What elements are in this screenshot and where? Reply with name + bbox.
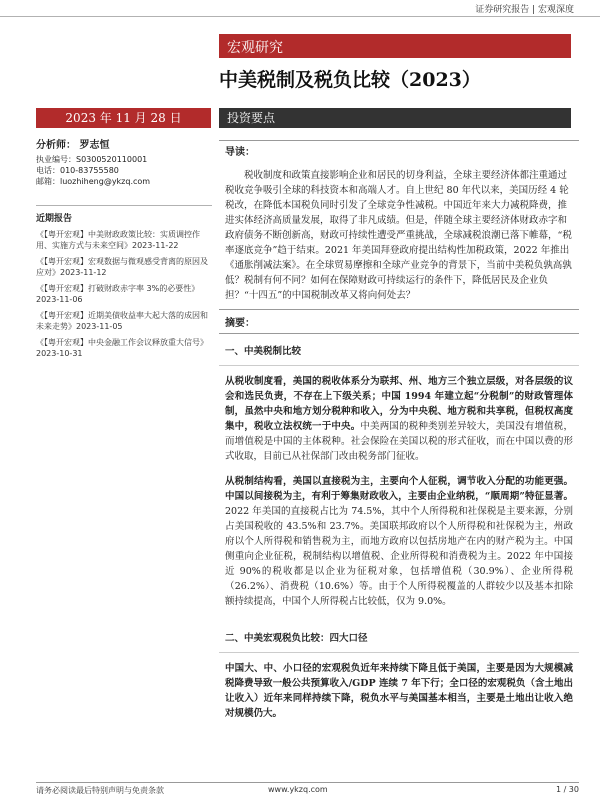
paragraph xyxy=(219,374,579,464)
header-rule xyxy=(0,16,600,17)
footer-rule xyxy=(36,782,579,783)
recent-reports-title: 近期报告 xyxy=(36,214,73,224)
paragraph-bold: 从税制结构看，美国以直接税为主，主要向个人征税，调节收入分配的功能更强。中国以间接税为主，有利于筹集财政收入，主要由企业纳税，“顺周期”特征显著。 xyxy=(225,476,573,502)
abstract-title: 摘要： xyxy=(219,312,579,334)
paragraph-bold: 从税收制度看，美国的税收体系分为联邦、州、地方三个独立层级，对各层级的议会和选民负责，不存在上下级关系；中国 1994 年建立起“分税制”的财政管理体制，虽然中央和地方划分税种和收入，分为中央税、地方税和共享税，但税权高度集中，税收立法权统一于中央。 xyxy=(225,376,573,432)
recent-report-text: 《【粤开宏观】中美财政政策比较：实质调控作用、实施方式与未来空间》 xyxy=(36,230,200,250)
guide-title: 导读： xyxy=(225,147,255,158)
analyst-cert: 执业编号：S0300520110001 xyxy=(36,155,148,164)
recent-report-item[interactable] xyxy=(36,229,212,251)
recent-report-date: 2023-11-22 xyxy=(132,241,179,250)
divider xyxy=(219,365,579,366)
analyst-phone: 电话：010-83755580 xyxy=(36,166,119,175)
paragraph xyxy=(219,661,579,721)
recent-report-item[interactable] xyxy=(36,283,212,305)
paragraph-text: 2022 年美国的直接税占比为 74.5%，其中个人所得税和社保税是主要来源，分别占美国税收的 43.5%和 23.7%。美国联邦政府以个人所得税和社保税为主，州政府以个人所得税和销售税为主，而地方政府以包括房地产在内的财产税为主。中国侧重向企业征税，税制结构以增值税、企业所得税和消费税为主。2022 年中国接近 90%的税收都是以企业为征税对象，包括增值税（30.9%）、企业所得税（26.2%）、消费税（10.6%）等。由于个人所得税覆盖的人群较少以及基本扣除额持续提高，中国个人所得税占比较低，仅为 9.0%。 xyxy=(225,506,573,607)
paragraph-text: 中美两国的税种类别差异较大，美国没有增值税，而增值税是中国的主体税种。社会保险在美国以税的形式征收，而在中国以费的形式收取，目前已从社保部门改由税务部门征收。 xyxy=(225,421,573,462)
recent-report-date: 2023-11-12 xyxy=(60,268,107,277)
recent-report-text: 《【粤开宏观】宏观数据与微观感受背离的原因及应对》 xyxy=(36,257,208,277)
report-date: 2023 年 11 月 28 日 xyxy=(36,108,211,128)
recent-report-text: 《【粤开宏观】打破财政赤字率 3%的必要性》 xyxy=(36,284,200,293)
paragraph-bold: 中国大、中、小口径的宏观税负近年来持续下降且低于美国，主要是因为大规模减税降费导致一般公共预算收入/GDP 连续 7 年下行；全口径的宏观税负（含土地出让收入）近年来同样持续下降，税负水平与美国基本相当，主要是土地出让收入绝对规模仍大。 xyxy=(225,663,573,719)
main-content xyxy=(219,140,579,731)
divider xyxy=(219,652,579,653)
guide-box xyxy=(219,140,579,310)
sidebar xyxy=(36,140,212,364)
recent-report-text: 《【粤开宏观】近期美债收益率大起大落的成因和未来走势》 xyxy=(36,311,208,331)
recent-report-item[interactable] xyxy=(36,256,212,278)
divider xyxy=(36,205,212,206)
recent-report-date: 2023-11-06 xyxy=(36,295,83,304)
section-banner: 投资要点 xyxy=(219,108,571,128)
footer-disclaimer[interactable]: 请务必阅读最后特别声明与免责条款 xyxy=(36,786,164,795)
section-heading: 二、中美宏观税负比较：四大口径 xyxy=(225,633,368,644)
analyst-name: 分析师： 罗志恒 xyxy=(36,140,110,151)
page-number: 1 / 30 xyxy=(555,785,579,794)
page-title: 中美税制及税负比较（2023） xyxy=(219,69,481,91)
report-type-label: 证券研究报告 | 宏观深度 xyxy=(475,5,574,15)
analyst-email[interactable]: 邮箱：luozhiheng@ykzq.com xyxy=(36,177,151,186)
category-banner: 宏观研究 xyxy=(219,34,571,58)
guide-text: 税收制度和政策直接影响企业和居民的切身利益，全球主要经济体都注重通过税收竞争吸引全球的科技资本和高端人才。自上世纪 80 年代以来，美国历经 4 轮税改，在降低本国税负同时引发了全球竞争性减税。中国近年来大力减税降费，推进实体经济高质量发展，取得了非凡成绩。但是，伴随全球主要经济体财政赤字和政府债务不断创新高，财政可持续性遭受严重挑战，全球减税浪潮已落下帷幕，“税率逐底竞争”趋于结束。2021 年美国拜登政府提出结构性加税政策，2022 年推出《通胀削减法案》。在全球贸易摩擦和全球产业竞争的背景下，当前中美税负孰高孰低？税制有何不同？如何在保障财政可持续运行的条件下，降低居民及企业负担？“十四五”的中国税制改革又将向何处去？ xyxy=(225,170,572,301)
recent-report-text: 《【粤开宏观】中央金融工作会议释放重大信号》 xyxy=(36,338,208,347)
recent-report-item[interactable] xyxy=(36,310,212,332)
recent-report-item[interactable] xyxy=(36,337,212,359)
footer-website[interactable]: www.ykzq.com xyxy=(268,785,328,794)
recent-report-date: 2023-10-31 xyxy=(36,349,83,358)
paragraph xyxy=(219,474,579,609)
recent-report-date: 2023-11-05 xyxy=(76,322,123,331)
section-heading: 一、中美税制比较 xyxy=(225,346,302,357)
